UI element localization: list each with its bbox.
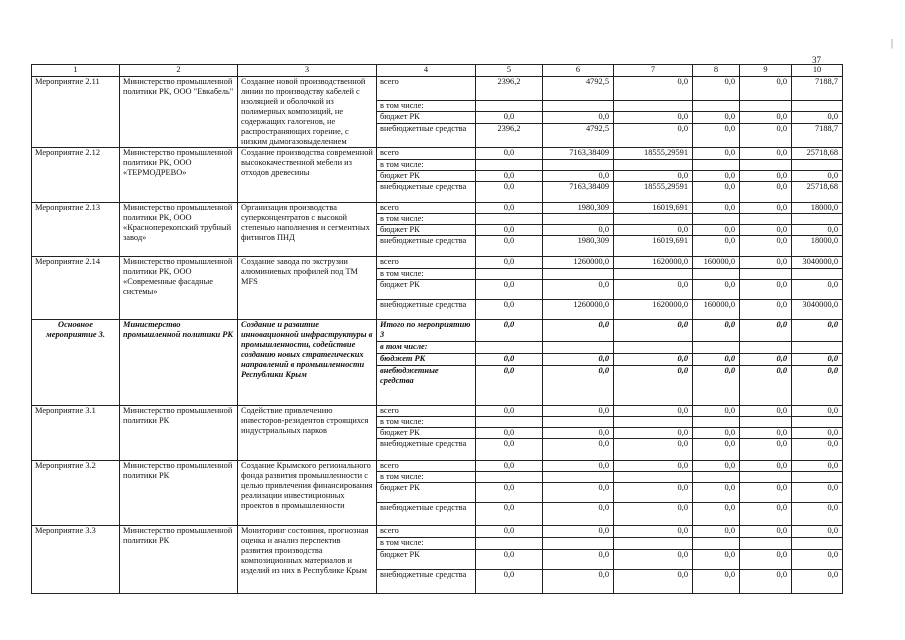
amount-cell <box>614 100 693 112</box>
amount-cell: 0,0 <box>740 257 792 269</box>
funding-source-label: всего <box>377 203 476 214</box>
amount-cell: 0,0 <box>614 320 693 342</box>
amount-cell: 0,0 <box>543 550 614 570</box>
header-cell: 3 <box>238 65 377 77</box>
amount-cell: 0,0 <box>476 203 543 214</box>
header-cell: 5 <box>476 65 543 77</box>
amount-cell: 0,0 <box>543 171 614 182</box>
amount-cell: 0,0 <box>740 550 792 570</box>
activity-name: Мероприятие 3.2 <box>32 461 120 526</box>
amount-cell: 18555,29591 <box>614 148 693 160</box>
amount-cell: 7188,7 <box>792 124 843 148</box>
funding-source-label: в том числе: <box>377 417 476 428</box>
responsible-party: Министерство промышленной политики РК <box>120 406 238 461</box>
amount-cell: 0,0 <box>693 526 740 538</box>
funding-source-label: внебюджетные средства <box>377 300 476 320</box>
amount-cell: 0,0 <box>740 428 792 439</box>
amount-cell: 0,0 <box>693 320 740 342</box>
amount-cell <box>693 342 740 354</box>
amount-cell: 0,0 <box>693 503 740 526</box>
amount-cell: 0,0 <box>740 236 792 257</box>
amount-cell: 0,0 <box>476 182 543 203</box>
amount-cell <box>543 214 614 225</box>
header-cell: 4 <box>377 65 476 77</box>
funding-source-label: в том числе: <box>377 538 476 550</box>
amount-cell: 4792,5 <box>543 124 614 148</box>
header-cell: 6 <box>543 65 614 77</box>
amount-cell <box>792 214 843 225</box>
amount-cell <box>543 269 614 280</box>
responsible-party: Министерство промышленной политики РК <box>120 526 238 594</box>
amount-cell <box>693 100 740 112</box>
amount-cell <box>476 269 543 280</box>
amount-cell <box>792 538 843 550</box>
amount-cell <box>740 160 792 171</box>
table-body <box>32 77 843 594</box>
header-cell: 9 <box>740 65 792 77</box>
amount-cell <box>614 342 693 354</box>
amount-cell: 0,0 <box>476 526 543 538</box>
amount-cell: 0,0 <box>792 550 843 570</box>
amount-cell: 0,0 <box>693 171 740 182</box>
activity-description: Организация производства суперконцентратов с высокой степенью наполнения и сегментных фитингов ПНД <box>238 203 377 257</box>
header-row <box>32 65 843 77</box>
amount-cell <box>543 417 614 428</box>
amount-cell: 0,0 <box>792 570 843 594</box>
amount-cell <box>543 342 614 354</box>
amount-cell: 0,0 <box>614 280 693 300</box>
financing-table <box>31 64 843 594</box>
table-row <box>32 203 843 214</box>
amount-cell: 0,0 <box>476 354 543 366</box>
amount-cell: 0,0 <box>614 225 693 236</box>
funding-source-label: внебюджетные средства <box>377 366 476 406</box>
funding-source-label: в том числе: <box>377 472 476 483</box>
funding-source-label: бюджет РК <box>377 550 476 570</box>
funding-source-label: бюджет РК <box>377 428 476 439</box>
amount-cell: 0,0 <box>543 354 614 366</box>
funding-source-label: всего <box>377 77 476 101</box>
amount-cell <box>740 472 792 483</box>
amount-cell: 4792,5 <box>543 77 614 101</box>
amount-cell: 18000,0 <box>792 203 843 214</box>
amount-cell: 0,0 <box>543 570 614 594</box>
amount-cell: 0,0 <box>476 406 543 417</box>
amount-cell: 25718,68 <box>792 148 843 160</box>
funding-source-label: в том числе: <box>377 100 476 112</box>
activity-description: Создание производства современной высококачественной мебели из отходов древесины <box>238 148 377 203</box>
amount-cell <box>792 100 843 112</box>
amount-cell: 0,0 <box>693 354 740 366</box>
funding-source-label: внебюджетные средства <box>377 124 476 148</box>
amount-cell: 3040000,0 <box>792 300 843 320</box>
activity-description: Мониторинг состояния, прогнозная оценка и анализ перспектив развития производства композиционных материалов и изделий из них в Республике Крым <box>238 526 377 594</box>
amount-cell: 2396,2 <box>476 77 543 101</box>
amount-cell: 7163,38409 <box>543 148 614 160</box>
amount-cell: 0,0 <box>476 503 543 526</box>
funding-source-label: бюджет РК <box>377 112 476 124</box>
amount-cell <box>614 269 693 280</box>
amount-cell <box>792 472 843 483</box>
amount-cell: 0,0 <box>543 366 614 406</box>
amount-cell: 16019,691 <box>614 236 693 257</box>
amount-cell <box>614 214 693 225</box>
amount-cell: 0,0 <box>792 428 843 439</box>
amount-cell: 0,0 <box>476 112 543 124</box>
amount-cell <box>476 342 543 354</box>
table-row <box>32 148 843 160</box>
funding-source-label: всего <box>377 406 476 417</box>
amount-cell: 0,0 <box>543 406 614 417</box>
amount-cell: 0,0 <box>740 182 792 203</box>
amount-cell: 0,0 <box>740 570 792 594</box>
amount-cell: 160000,0 <box>693 300 740 320</box>
amount-cell <box>476 160 543 171</box>
amount-cell: 0,0 <box>740 406 792 417</box>
amount-cell: 0,0 <box>740 300 792 320</box>
amount-cell: 0,0 <box>543 280 614 300</box>
amount-cell: 0,0 <box>693 203 740 214</box>
header-cell: 7 <box>614 65 693 77</box>
amount-cell <box>740 538 792 550</box>
activity-name: Мероприятие 2.12 <box>32 148 120 203</box>
activity-name: Мероприятие 3.3 <box>32 526 120 594</box>
amount-cell: 0,0 <box>476 280 543 300</box>
amount-cell: 1620000,0 <box>614 257 693 269</box>
amount-cell: 0,0 <box>792 503 843 526</box>
amount-cell: 0,0 <box>614 550 693 570</box>
amount-cell: 0,0 <box>543 320 614 342</box>
amount-cell: 0,0 <box>614 526 693 538</box>
amount-cell: 0,0 <box>693 483 740 503</box>
amount-cell: 0,0 <box>614 77 693 101</box>
amount-cell: 0,0 <box>693 77 740 101</box>
amount-cell: 0,0 <box>476 570 543 594</box>
funding-source-label: всего <box>377 461 476 472</box>
amount-cell: 2396,2 <box>476 124 543 148</box>
table-row <box>32 257 843 269</box>
header-cell: 8 <box>693 65 740 77</box>
funding-source-label: внебюджетные средства <box>377 236 476 257</box>
amount-cell: 160000,0 <box>693 257 740 269</box>
amount-cell: 7188,7 <box>792 77 843 101</box>
amount-cell: 1620000,0 <box>614 300 693 320</box>
amount-cell <box>693 538 740 550</box>
amount-cell: 1980,309 <box>543 236 614 257</box>
amount-cell: 0,0 <box>476 171 543 182</box>
amount-cell: 1260000,0 <box>543 300 614 320</box>
funding-source-label: в том числе: <box>377 342 476 354</box>
amount-cell: 0,0 <box>476 225 543 236</box>
amount-cell: 0,0 <box>614 570 693 594</box>
funding-source-label: внебюджетные средства <box>377 570 476 594</box>
amount-cell <box>792 342 843 354</box>
amount-cell <box>740 269 792 280</box>
amount-cell: 0,0 <box>792 526 843 538</box>
amount-cell: 0,0 <box>740 112 792 124</box>
amount-cell: 0,0 <box>740 320 792 342</box>
amount-cell: 16019,691 <box>614 203 693 214</box>
amount-cell: 0,0 <box>792 366 843 406</box>
amount-cell: 0,0 <box>792 112 843 124</box>
amount-cell: 0,0 <box>476 320 543 342</box>
amount-cell: 0,0 <box>476 428 543 439</box>
funding-source-label: внебюджетные средства <box>377 439 476 461</box>
amount-cell <box>476 538 543 550</box>
page-number: 37 <box>812 55 821 65</box>
responsible-party: Министерство промышленной политики РК, ООО «ТЕРМОДРЕВО» <box>120 148 238 203</box>
amount-cell: 0,0 <box>476 366 543 406</box>
funding-source-label: в том числе: <box>377 214 476 225</box>
amount-cell: 0,0 <box>614 112 693 124</box>
amount-cell: 0,0 <box>740 171 792 182</box>
amount-cell: 0,0 <box>693 148 740 160</box>
amount-cell: 0,0 <box>792 320 843 342</box>
amount-cell: 0,0 <box>792 406 843 417</box>
amount-cell: 0,0 <box>740 503 792 526</box>
amount-cell <box>614 160 693 171</box>
amount-cell <box>543 472 614 483</box>
amount-cell: 0,0 <box>614 428 693 439</box>
amount-cell: 0,0 <box>792 280 843 300</box>
amount-cell: 0,0 <box>693 112 740 124</box>
table-row <box>32 77 843 101</box>
amount-cell: 0,0 <box>614 124 693 148</box>
amount-cell: 0,0 <box>693 236 740 257</box>
amount-cell: 0,0 <box>693 406 740 417</box>
header-cell: 10 <box>792 65 843 77</box>
amount-cell: 3040000,0 <box>792 257 843 269</box>
amount-cell: 0,0 <box>792 354 843 366</box>
funding-source-label: внебюджетные средства <box>377 182 476 203</box>
amount-cell: 18000,0 <box>792 236 843 257</box>
amount-cell: 0,0 <box>543 526 614 538</box>
amount-cell: 0,0 <box>740 483 792 503</box>
amount-cell: 1260000,0 <box>543 257 614 269</box>
amount-cell: 0,0 <box>792 439 843 461</box>
amount-cell: 0,0 <box>693 439 740 461</box>
amount-cell <box>693 214 740 225</box>
amount-cell <box>543 160 614 171</box>
amount-cell <box>792 417 843 428</box>
amount-cell: 0,0 <box>476 439 543 461</box>
amount-cell: 18555,29591 <box>614 182 693 203</box>
activity-name: Мероприятие 2.14 <box>32 257 120 320</box>
amount-cell: 0,0 <box>614 406 693 417</box>
amount-cell: 0,0 <box>740 439 792 461</box>
amount-cell: 0,0 <box>693 366 740 406</box>
table-row <box>32 406 843 417</box>
funding-source-label: бюджет РК <box>377 225 476 236</box>
funding-source-label: всего <box>377 257 476 269</box>
amount-cell: 0,0 <box>614 439 693 461</box>
funding-source-label: бюджет РК <box>377 483 476 503</box>
amount-cell: 0,0 <box>740 354 792 366</box>
amount-cell: 0,0 <box>693 570 740 594</box>
funding-source-label: внебюджетные средства <box>377 503 476 526</box>
amount-cell: 0,0 <box>614 483 693 503</box>
amount-cell: 1980,309 <box>543 203 614 214</box>
table-row <box>32 320 843 342</box>
amount-cell: 0,0 <box>614 503 693 526</box>
amount-cell: 0,0 <box>792 171 843 182</box>
amount-cell: 0,0 <box>476 483 543 503</box>
amount-cell: 7163,38409 <box>543 182 614 203</box>
amount-cell: 0,0 <box>476 257 543 269</box>
amount-cell: 0,0 <box>792 461 843 472</box>
activity-name: Мероприятие 2.13 <box>32 203 120 257</box>
amount-cell: 0,0 <box>693 461 740 472</box>
amount-cell <box>740 342 792 354</box>
funding-source-label: всего <box>377 148 476 160</box>
amount-cell: 0,0 <box>476 461 543 472</box>
amount-cell <box>476 214 543 225</box>
amount-cell: 0,0 <box>740 366 792 406</box>
amount-cell: 0,0 <box>543 503 614 526</box>
amount-cell: 0,0 <box>740 203 792 214</box>
responsible-party: Министерство промышленной политики РК, ООО "Евкабель" <box>120 77 238 148</box>
amount-cell <box>614 472 693 483</box>
amount-cell: 0,0 <box>476 236 543 257</box>
amount-cell: 0,0 <box>543 439 614 461</box>
amount-cell: 0,0 <box>476 300 543 320</box>
amount-cell: 0,0 <box>614 171 693 182</box>
amount-cell: 0,0 <box>740 526 792 538</box>
amount-cell <box>740 417 792 428</box>
amount-cell: 0,0 <box>693 280 740 300</box>
funding-source-label: в том числе: <box>377 160 476 171</box>
amount-cell <box>740 214 792 225</box>
amount-cell <box>740 100 792 112</box>
amount-cell <box>792 160 843 171</box>
activity-description: Создание новой производственной линии по производству кабелей с изоляцией и оболочкой из полимерных композиций, не содержащих галогенов, не распространяющих горение, с низким дымогазовыделением <box>238 77 377 148</box>
amount-cell <box>543 538 614 550</box>
amount-cell <box>693 160 740 171</box>
amount-cell: 0,0 <box>614 366 693 406</box>
amount-cell: 0,0 <box>740 148 792 160</box>
amount-cell: 0,0 <box>740 225 792 236</box>
funding-source-label: всего <box>377 526 476 538</box>
amount-cell: 0,0 <box>543 112 614 124</box>
amount-cell: 25718,68 <box>792 182 843 203</box>
amount-cell <box>693 472 740 483</box>
amount-cell <box>614 538 693 550</box>
responsible-party: Министерство промышленной политики РК <box>120 320 238 406</box>
amount-cell <box>476 417 543 428</box>
amount-cell <box>693 417 740 428</box>
amount-cell: 0,0 <box>543 428 614 439</box>
amount-cell: 0,0 <box>693 182 740 203</box>
header-cell: 1 <box>32 65 120 77</box>
funding-source-label: бюджет РК <box>377 354 476 366</box>
amount-cell: 0,0 <box>543 483 614 503</box>
activity-description: Создание и развитие инновационной инфраструктуры в промышленности, содействие созданию новых стратегических направлений в промышленности Республики Крым <box>238 320 377 406</box>
amount-cell <box>476 100 543 112</box>
amount-cell: 0,0 <box>543 225 614 236</box>
amount-cell <box>792 269 843 280</box>
amount-cell: 0,0 <box>792 483 843 503</box>
amount-cell: 0,0 <box>614 354 693 366</box>
responsible-party: Министерство промышленной политики РК, ООО «Красноперекопский трубный завод» <box>120 203 238 257</box>
responsible-party: Министерство промышленной политики РК, ООО «Современные фасадные системы» <box>120 257 238 320</box>
activity-description: Создание завода по экструзии алюминиевых профилей под ТМ MFS <box>238 257 377 320</box>
amount-cell: 0,0 <box>740 77 792 101</box>
amount-cell: 0,0 <box>543 461 614 472</box>
activity-name: Мероприятие 2.11 <box>32 77 120 148</box>
funding-source-label: бюджет РК <box>377 171 476 182</box>
activity-description: Содействие привлечению инвесторов-резидентов строящихся индустриальных парков <box>238 406 377 461</box>
table-row <box>32 526 843 538</box>
amount-cell <box>543 100 614 112</box>
amount-cell: 0,0 <box>476 148 543 160</box>
amount-cell: 0,0 <box>740 124 792 148</box>
activity-name: Мероприятие 3.1 <box>32 406 120 461</box>
amount-cell: 0,0 <box>476 550 543 570</box>
table-row <box>32 461 843 472</box>
responsible-party: Министерство промышленной политики РК <box>120 461 238 526</box>
corner-mark: | <box>891 38 894 49</box>
amount-cell: 0,0 <box>792 225 843 236</box>
funding-source-label: Итого по мероприятию 3 <box>377 320 476 342</box>
funding-source-label: в том числе: <box>377 269 476 280</box>
activity-name: Основное мероприятие 3. <box>32 320 120 406</box>
header-cell: 2 <box>120 65 238 77</box>
amount-cell: 0,0 <box>693 225 740 236</box>
funding-source-label: бюджет РК <box>377 280 476 300</box>
amount-cell: 0,0 <box>740 280 792 300</box>
amount-cell <box>614 417 693 428</box>
amount-cell: 0,0 <box>693 550 740 570</box>
activity-description: Создание Крымского регионального фонда развития промышленности с целью привлечения финансирования реализации инвестиционных проектов в промышленности <box>238 461 377 526</box>
amount-cell: 0,0 <box>693 428 740 439</box>
amount-cell: 0,0 <box>693 124 740 148</box>
amount-cell: 0,0 <box>614 461 693 472</box>
amount-cell <box>476 472 543 483</box>
amount-cell: 0,0 <box>740 461 792 472</box>
amount-cell <box>693 269 740 280</box>
